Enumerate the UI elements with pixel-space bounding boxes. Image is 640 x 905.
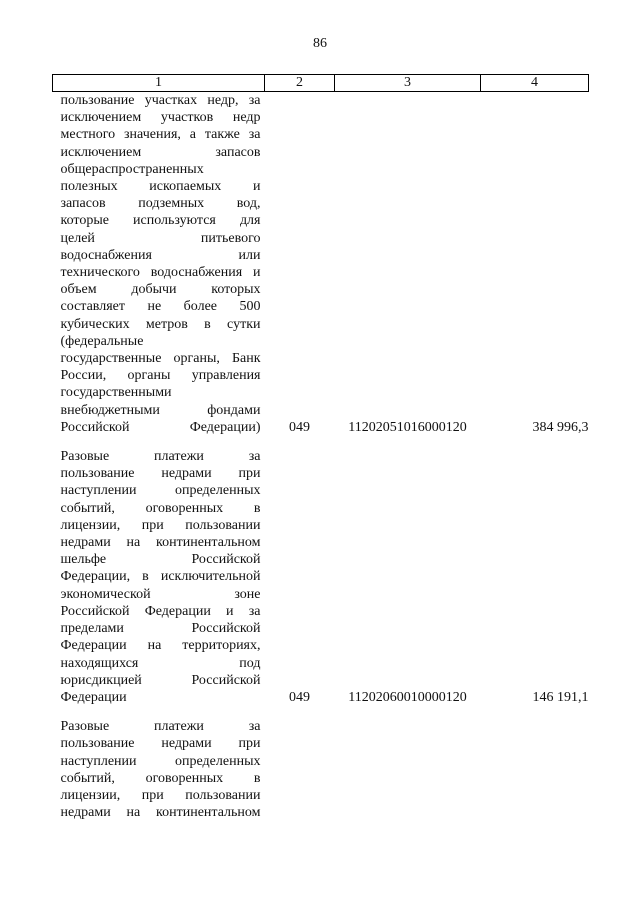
row-gap	[53, 436, 589, 448]
description-line: России, органы управления	[60, 368, 261, 384]
description-line: исключением участков недр	[60, 110, 261, 126]
description-line: лицензии, при пользовании	[60, 787, 261, 803]
table-row	[53, 448, 589, 706]
budget-table	[52, 74, 589, 821]
description-line: государственными	[60, 385, 172, 401]
description-line: наступлении определенных	[60, 483, 261, 499]
page-number: 86	[313, 36, 327, 51]
description-line: Разовые платежи за	[60, 449, 261, 465]
description-line: пользование недрами при	[60, 736, 261, 752]
description-line: шельфе Российской	[60, 552, 261, 568]
row-description	[53, 448, 265, 706]
description-line: технического водоснабжения и	[60, 265, 261, 281]
description-line: недрами на континентальном	[60, 805, 261, 821]
table-row	[53, 718, 589, 821]
row-description	[53, 718, 265, 821]
description-line: недрами на континентальном	[60, 535, 261, 551]
row-code	[265, 718, 335, 821]
description-line: пределами Российской	[60, 621, 261, 637]
description-line: водоснабжения или	[60, 247, 261, 263]
row-kbk	[335, 718, 481, 821]
row-code: 049	[289, 419, 310, 435]
header-col-1: 1	[53, 75, 265, 92]
description-line: полезных ископаемых и	[60, 179, 261, 195]
row-amount: 384 996,3	[532, 419, 589, 435]
row-amount: 146 191,1	[532, 689, 589, 705]
row-gap	[53, 706, 589, 718]
table-header-row	[53, 75, 589, 92]
description-line: Российской Федерации)	[60, 419, 261, 435]
header-col-3: 3	[335, 75, 481, 92]
description-line: внебюджетными фондами	[60, 402, 261, 418]
row-amount	[481, 718, 589, 821]
description-line: событий, оговоренных в	[60, 770, 261, 786]
description-line: пользование недрами при	[60, 466, 261, 482]
row-code: 049	[289, 689, 310, 705]
header-col-2: 2	[265, 75, 335, 92]
description-line: общераспространенных	[60, 161, 204, 177]
description-line: лицензии, при пользовании	[60, 517, 261, 533]
description-line: Федерации	[60, 689, 127, 705]
description-line: находящихся под	[60, 655, 261, 671]
row-kbk: 11202051016000120	[348, 419, 467, 435]
description-line: экономической зоне	[60, 586, 261, 602]
description-line: Федерации на территориях,	[60, 638, 261, 654]
description-line: целей питьевого	[60, 230, 261, 246]
description-line: составляет не более 500	[60, 299, 261, 315]
description-line: событий, оговоренных в	[60, 500, 261, 516]
description-line: которые используются для	[60, 213, 261, 229]
description-line: пользование участках недр, за	[60, 93, 261, 108]
description-line: Федерации, в исключительной	[60, 569, 261, 585]
description-line: государственные органы, Банк	[60, 351, 261, 367]
row-kbk: 11202060010000120	[348, 689, 467, 705]
description-line: объем добычи которых	[60, 282, 261, 298]
description-line: Разовые платежи за	[60, 719, 261, 735]
description-line: кубических метров в сутки	[60, 316, 261, 332]
table-body	[53, 92, 589, 822]
header-col-4: 4	[481, 75, 589, 92]
row-description	[53, 92, 265, 437]
description-line: (федеральные	[60, 333, 144, 349]
table-row	[53, 92, 589, 437]
description-line: местного значения, а также за	[60, 127, 261, 143]
description-line: наступлении определенных	[60, 753, 261, 769]
description-line: запасов подземных вод,	[60, 196, 261, 212]
description-line: Российской Федерации и за	[60, 603, 261, 619]
description-line: исключением запасов	[60, 144, 261, 160]
description-line: юрисдикцией Российской	[60, 672, 261, 688]
